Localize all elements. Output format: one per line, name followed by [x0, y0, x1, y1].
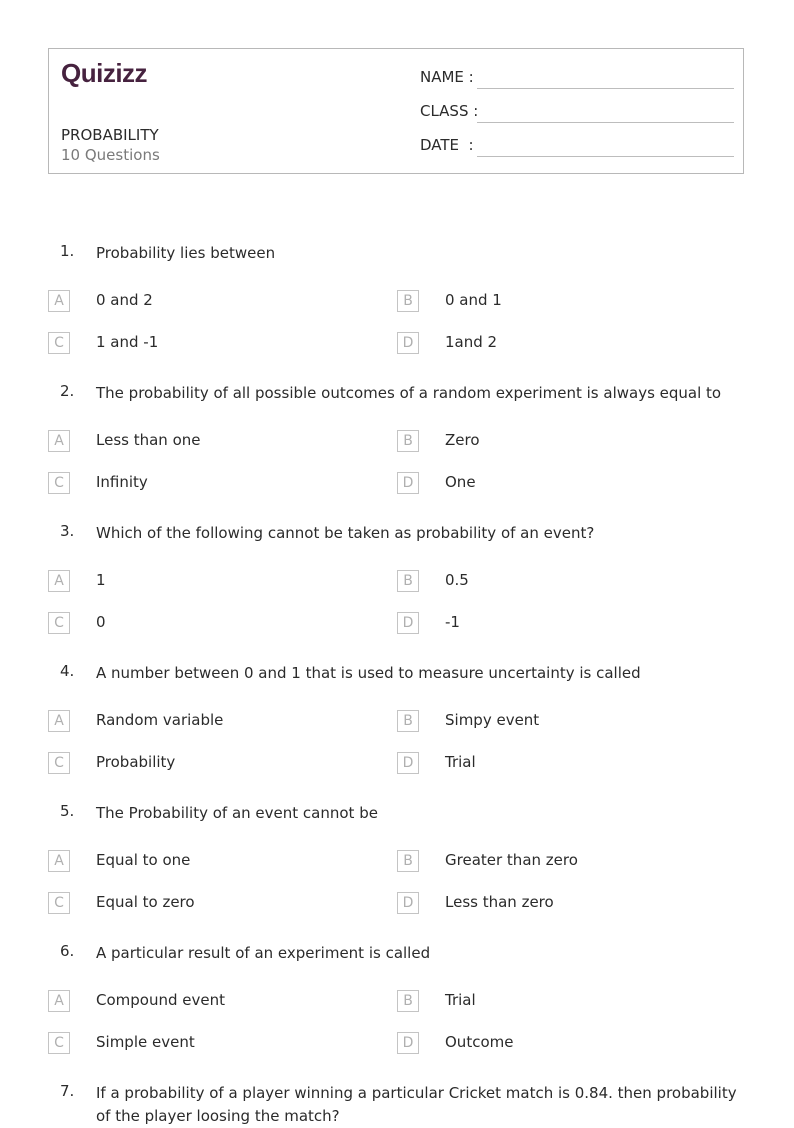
question-number: 6. [60, 942, 75, 960]
option-letter: B [397, 990, 419, 1012]
option-text: 0 [96, 613, 106, 631]
option-letter: C [48, 892, 70, 914]
date-field[interactable] [420, 136, 734, 160]
option-d[interactable] [397, 1032, 697, 1056]
question-text: A number between 0 and 1 that is used to measure uncertainty is called [96, 664, 641, 682]
option-text: Trial [445, 753, 476, 771]
option-d[interactable] [397, 892, 697, 916]
option-b[interactable] [397, 290, 697, 314]
option-letter: B [397, 850, 419, 872]
option-c[interactable] [48, 1032, 348, 1056]
worksheet-title: PROBABILITY [61, 126, 159, 144]
option-text: Equal to one [96, 851, 191, 869]
option-d[interactable] [397, 752, 697, 776]
question-text: The Probability of an event cannot be [96, 804, 378, 822]
option-b[interactable] [397, 570, 697, 594]
option-letter: D [397, 892, 419, 914]
class-label: CLASS : [420, 102, 479, 120]
option-b[interactable] [397, 990, 697, 1014]
option-letter: D [397, 332, 419, 354]
option-text: Compound event [96, 991, 225, 1009]
question-number: 2. [60, 382, 75, 400]
option-text: 0 and 1 [445, 291, 502, 309]
question-text: Which of the following cannot be taken as probability of an event? [96, 524, 595, 542]
option-letter: A [48, 850, 70, 872]
option-b[interactable] [397, 710, 697, 734]
option-letter: B [397, 290, 419, 312]
option-text: Outcome [445, 1033, 514, 1051]
name-field[interactable] [420, 68, 734, 92]
question-number: 5. [60, 802, 75, 820]
class-line[interactable] [477, 122, 734, 123]
option-text: One [445, 473, 476, 491]
option-letter: D [397, 1032, 419, 1054]
option-letter: B [397, 710, 419, 732]
quizizz-logo: Quizizz [61, 58, 148, 88]
option-d[interactable] [397, 472, 697, 496]
option-letter: D [397, 752, 419, 774]
option-c[interactable] [48, 472, 348, 496]
option-a[interactable] [48, 990, 348, 1014]
option-text: 0.5 [445, 571, 469, 589]
question-number: 4. [60, 662, 75, 680]
option-text: -1 [445, 613, 460, 631]
question-number: 7. [60, 1082, 75, 1100]
option-text: 1 [96, 571, 106, 589]
option-a[interactable] [48, 570, 348, 594]
option-text: Trial [445, 991, 476, 1009]
option-letter: B [397, 430, 419, 452]
option-text: Greater than zero [445, 851, 578, 869]
class-field[interactable] [420, 102, 734, 126]
option-text: Less than zero [445, 893, 554, 911]
option-letter: C [48, 752, 70, 774]
question-text: Probability lies between [96, 244, 276, 262]
question-count: 10 Questions [61, 146, 160, 164]
question-number: 1. [60, 242, 75, 260]
question-text: The probability of all possible outcomes of a random experiment is always equal to [96, 384, 722, 402]
option-text: 0 and 2 [96, 291, 153, 309]
option-letter: D [397, 612, 419, 634]
option-text: Simple event [96, 1033, 195, 1051]
option-text: 1 and -1 [96, 333, 159, 351]
option-d[interactable] [397, 332, 697, 356]
option-letter: C [48, 612, 70, 634]
option-text: Less than one [96, 431, 201, 449]
option-text: Zero [445, 431, 480, 449]
option-letter: B [397, 570, 419, 592]
name-line[interactable] [477, 88, 734, 89]
option-text: Random variable [96, 711, 224, 729]
option-a[interactable] [48, 710, 348, 734]
option-c[interactable] [48, 332, 348, 356]
option-text: 1and 2 [445, 333, 498, 351]
option-letter: C [48, 332, 70, 354]
option-text: Equal to zero [96, 893, 195, 911]
date-line[interactable] [477, 156, 734, 157]
question-text: A particular result of an experiment is called [96, 944, 431, 962]
option-c[interactable] [48, 892, 348, 916]
question-text: If a probability of a player winning a particular Cricket match is 0.84. then probability of the player loosing the match? [96, 1084, 737, 1125]
option-d[interactable] [397, 612, 697, 636]
option-b[interactable] [397, 850, 697, 874]
question-number: 3. [60, 522, 75, 540]
option-text: Infinity [96, 473, 148, 491]
worksheet-header [48, 48, 744, 174]
date-label: DATE : [420, 136, 474, 154]
name-label: NAME : [420, 68, 474, 86]
option-c[interactable] [48, 752, 348, 776]
option-letter: A [48, 570, 70, 592]
option-letter: D [397, 472, 419, 494]
option-letter: A [48, 430, 70, 452]
option-a[interactable] [48, 850, 348, 874]
option-a[interactable] [48, 290, 348, 314]
option-b[interactable] [397, 430, 697, 454]
option-text: Probability [96, 753, 176, 771]
option-a[interactable] [48, 430, 348, 454]
option-letter: A [48, 710, 70, 732]
option-text: Simpy event [445, 711, 540, 729]
option-letter: A [48, 290, 70, 312]
option-c[interactable] [48, 612, 348, 636]
option-letter: C [48, 1032, 70, 1054]
option-letter: C [48, 472, 70, 494]
option-letter: A [48, 990, 70, 1012]
